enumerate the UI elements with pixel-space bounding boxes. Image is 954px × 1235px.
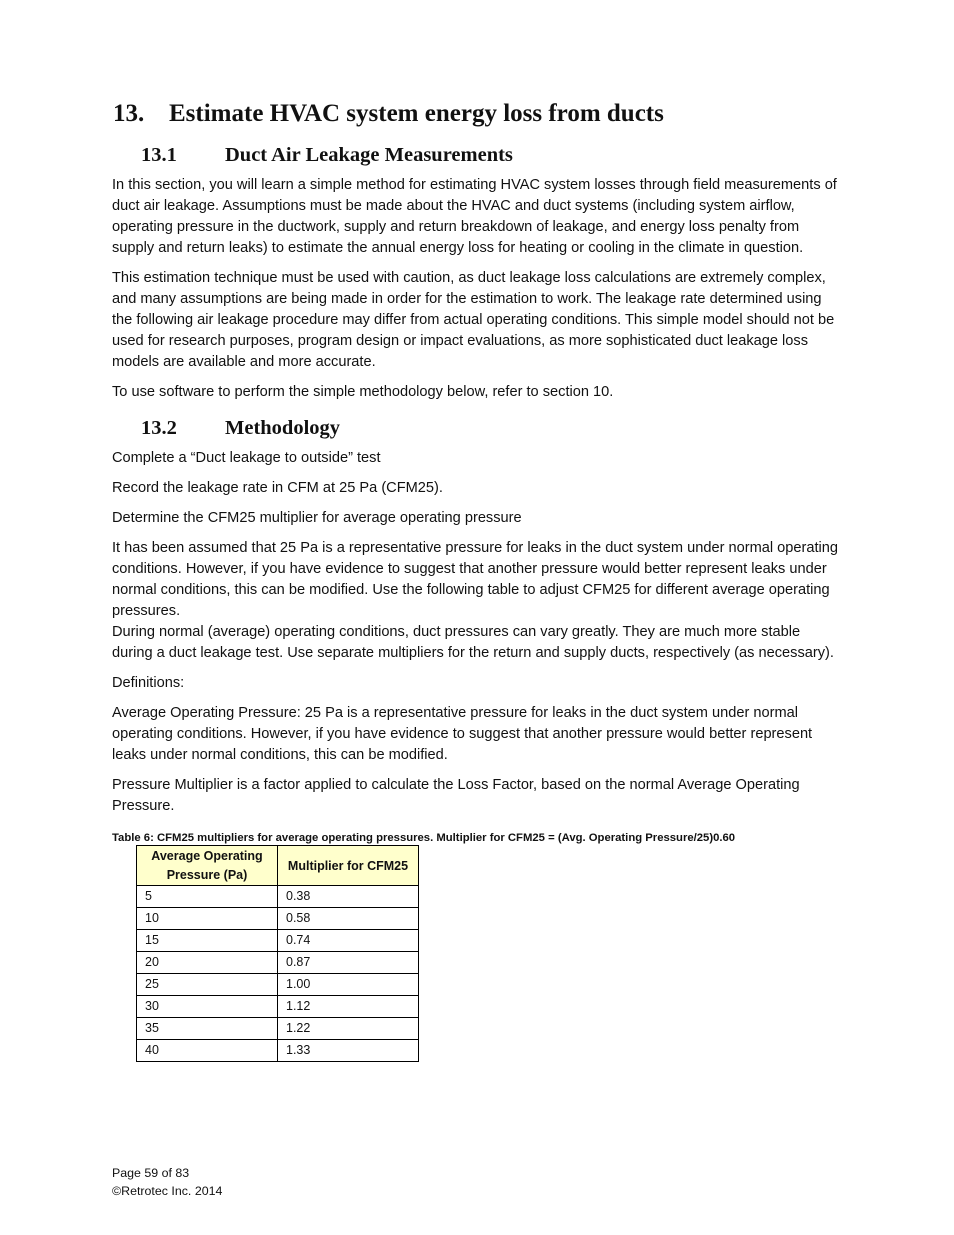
multiplier-cell: 1.33 — [278, 1040, 419, 1062]
table-row — [137, 996, 419, 1018]
section-heading-13-1 — [141, 144, 842, 167]
multiplier-table — [136, 845, 419, 1062]
table-row — [137, 952, 419, 974]
paragraph: In this section, you will learn a simple method for estimating HVAC system losses through field measurements of duct air leakage. Assumptions must be made about the HVAC and duct systems (including system airflow, operating pressure in the ductwork, supply and return breakdown of leakage, and energy loss penalty from supply and return leaks) to estimate the annual energy loss for heating or cooling in the climate in question. — [112, 177, 837, 256]
column-header: Multiplier for CFM25 — [278, 846, 419, 886]
pressure-cell: 25 — [137, 974, 278, 996]
page-footer — [112, 1164, 222, 1200]
multiplier-cell: 0.38 — [278, 886, 419, 908]
pressure-cell: 5 — [137, 886, 278, 908]
pressure-cell: 20 — [137, 952, 278, 974]
section-title: Methodology — [225, 417, 341, 439]
multiplier-cell: 0.58 — [278, 908, 419, 930]
paragraph: During normal (average) operating conditions, duct pressures can vary greatly. They are much more stable during a duct leakage test. Use separate multipliers for the return and supply ducts, respectively (as necessary). — [112, 624, 834, 661]
pressure-cell: 10 — [137, 908, 278, 930]
table-header-row — [137, 846, 419, 886]
table-caption: Table 6: CFM25 multipliers for average operating pressures. Multiplier for CFM25 = (Avg. Operating Pressure/25)0.60 — [112, 832, 736, 844]
paragraph: Determine the CFM25 multiplier for average operating pressure — [112, 510, 522, 526]
chapter-heading — [113, 100, 842, 128]
chapter-number: 13. — [113, 100, 145, 127]
table-row — [137, 886, 419, 908]
paragraph: Definitions: — [112, 675, 185, 691]
section-title: Duct Air Leakage Measurements — [225, 144, 513, 166]
table-row — [137, 1018, 419, 1040]
section-number: 13.2 — [141, 417, 177, 439]
section-number: 13.1 — [141, 144, 177, 166]
page-content — [112, 100, 842, 1062]
multiplier-cell: 0.87 — [278, 952, 419, 974]
table-row — [137, 974, 419, 996]
page-number: Page 59 of 83 — [112, 1166, 190, 1180]
pressure-cell: 15 — [137, 930, 278, 952]
multiplier-cell: 1.00 — [278, 974, 419, 996]
paragraph: Average Operating Pressure: 25 Pa is a representative pressure for leaks in the duct system under normal operating conditions. However, if you have evidence to suggest that another pressure would better represent leaks under normal conditions, this can be modified. — [112, 705, 813, 763]
chapter-title: Estimate HVAC system energy loss from ducts — [169, 100, 664, 127]
multiplier-cell: 1.12 — [278, 996, 419, 1018]
multiplier-cell: 0.74 — [278, 930, 419, 952]
paragraph: Record the leakage rate in CFM at 25 Pa (CFM25). — [112, 480, 443, 496]
paragraph: It has been assumed that 25 Pa is a representative pressure for leaks in the duct system under normal operating conditions. However, if you have evidence to suggest that another pressure would better represent leaks under normal conditions, this can be modified. Use the following table to adjust CFM25 for different average operating pressures. — [112, 540, 839, 619]
multiplier-cell: 1.22 — [278, 1018, 419, 1040]
table-row — [137, 1040, 419, 1062]
paragraph: Complete a “Duct leakage to outside” test — [112, 450, 381, 466]
table-row — [137, 930, 419, 952]
section-heading-13-2 — [141, 417, 842, 440]
table-row — [137, 908, 419, 930]
copyright: ©Retrotec Inc. 2014 — [112, 1184, 223, 1198]
pressure-cell: 35 — [137, 1018, 278, 1040]
pressure-cell: 40 — [137, 1040, 278, 1062]
pressure-cell: 30 — [137, 996, 278, 1018]
paragraph: To use software to perform the simple methodology below, refer to section 10. — [112, 384, 614, 400]
paragraph: This estimation technique must be used with caution, as duct leakage loss calculations are extremely complex, and many assumptions are being made in order for the estimation to work. The leakage rate determined using the following air leakage procedure may differ from actual operating conditions. This simple model should not be used for research purposes, program design or impact evaluations, as more sophisticated duct leakage loss models are available and more accurate. — [112, 270, 835, 370]
paragraph: Pressure Multiplier is a factor applied to calculate the Loss Factor, based on the normal Average Operating Pressure. — [112, 777, 800, 814]
column-header: Average Operating Pressure (Pa) — [137, 846, 278, 886]
